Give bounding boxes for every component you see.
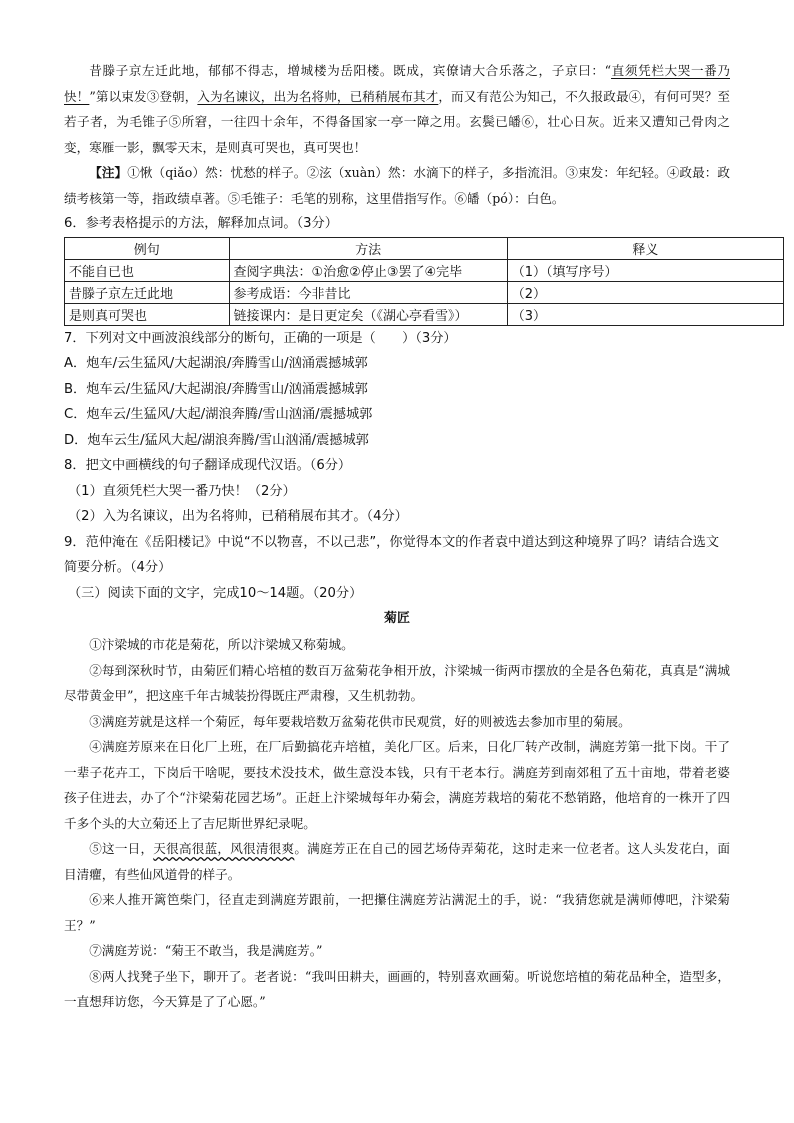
table-cell: 不能自已也 — [65, 259, 230, 281]
table-row — [65, 259, 784, 281]
table-cell: 查阅字典法：①治愈②停止③罢了④完毕 — [229, 259, 507, 281]
annotation-note — [64, 160, 730, 211]
table-header-method: 方法 — [229, 237, 507, 259]
wavy-underlined-phrase: 天很高很蓝，风很清很爽 — [153, 841, 295, 856]
story-title: 菊匠 — [383, 611, 410, 626]
story-paragraph-8: ⑧两人找凳子坐下，聊开了。老者说：“我叫田耕夫，画画的，特别喜欢画菊。听说您培植的菊花品种全，造型多，一直想拜访您，今天算是了了心愿。” — [64, 968, 730, 1009]
q7-option-c: C．炮车云/生猛风/大起/湖浪奔腾/雪山汹涌/震撼城郭 — [64, 407, 373, 422]
q7-option-b: B．炮车云/生猛风/大起湖浪/奔腾雪山/汹涌震撼城郭 — [64, 381, 368, 397]
underlined-sentence-2: 入为名谏议，出为名将帅，已稍稍展布其才 — [197, 88, 439, 104]
q6-table — [64, 237, 784, 326]
passage-text-2: ”第以束发③登朝， — [89, 88, 198, 104]
note-label: 【注】 — [89, 165, 128, 180]
exam-page — [64, 58, 730, 1015]
table-cell: （2） — [507, 281, 783, 303]
q7-option-a: A．炮车/云生猛风/大起湖浪/奔腾雪山/汹涌震撼城郭 — [64, 356, 368, 371]
q8-item-1: （1）直须凭栏大哭一番乃快！（2分） — [68, 483, 296, 499]
q7-option-d: D．炮车云生/猛风大起/湖浪奔腾/雪山汹涌/震撼城郭 — [64, 432, 369, 448]
story-paragraph-5 — [64, 836, 730, 887]
q6-title: 6．参考表格提示的方法，解释加点词。（3分） — [64, 216, 338, 231]
table-header-meaning: 释义 — [507, 237, 783, 259]
q9-title: 9．范仲淹在《岳阳楼记》中说“不以物喜，不以己悲”，你觉得本文的作者袁中道达到这种境界了吗？请结合选文简要分析。（4分） — [64, 534, 720, 575]
q7-title: 7．下列对文中画波浪线部分的断句，正确的一项是（ ）（3分） — [64, 330, 457, 346]
section3-title: （三）阅读下面的文字，完成10～14题。（20分） — [68, 585, 363, 601]
table-cell: 昔滕子京左迁此地 — [65, 281, 230, 303]
story-paragraph-5-start: ⑤这一日， — [89, 841, 154, 856]
story-paragraph-1: ①汴梁城的市花是菊花，所以汴梁城又称菊城。 — [89, 637, 354, 652]
story-paragraph-2: ②每到深秋时节，由菊匠们精心培植的数百万盆菊花争相开放，汴梁城一街两市摆放的全是各色菊花，真真是“满城尽带黄金甲”，把这座千年古城装扮得既庄严肃穆，又生机勃勃。 — [64, 662, 730, 703]
table-header-example: 例句 — [65, 237, 230, 259]
table-cell: 是则真可哭也 — [65, 303, 230, 325]
table-cell: （1）（填写序号） — [507, 259, 783, 281]
story-paragraph-3: ③满庭芳就是这样一个菊匠，每年要栽培数万盆菊花供市民观赏，好的则被选去参加市里的菊展。 — [89, 713, 631, 729]
q8-item-2: （2）入为名谏议，出为名将帅，已稍稍展布其才。（4分） — [68, 509, 408, 524]
table-cell: 参考成语：今非昔比 — [229, 281, 507, 303]
table-row — [65, 281, 784, 303]
story-paragraph-7: ⑦满庭芳说：“菊王不敢当，我是满庭芳。” — [89, 943, 323, 958]
note-text: ①愀（qiǎo）然：忧愁的样子。②泫（xuàn）然：水滴下的样子，多指流泪。③束发：年纪轻。④政最：政绩考核第一等，指政绩卓著。⑤毛锥子：毛笔的别称，这里借指写作。⑥皤（pó）：白色。 — [64, 165, 731, 206]
table-header-row — [65, 237, 784, 259]
table-row — [65, 303, 784, 325]
table-cell: （3） — [507, 303, 783, 325]
table-cell: 链接课内：是日更定矣（《湖心亭看雪》） — [229, 303, 507, 325]
q8-title: 8．把文中画横线的句子翻译成现代汉语。（6分） — [64, 458, 352, 473]
passage-text-1: 昔滕子京左迁此地，郁郁不得志，增城楼为岳阳楼。既成，宾僚请大合乐落之，子京曰：“ — [89, 63, 612, 78]
story-paragraph-4: ④满庭芳原来在日化厂上班，在厂后勤搞花卉培植，美化厂区。后来，日化厂转产改制，满庭芳第一批下岗。干了一辈子花卉工，下岗后干啥呢，要技术没技术，做生意没本钱，只有干老本行。满庭芳到南郊租了五十亩地，带着老婆孩子住进去，办了个“汴梁菊花园艺场”。正赶上汴梁城每年办菊会，满庭芳栽培的菊花不愁销路，他培育的一株开了四千多个头的大立菊还上了吉尼斯世界纪录呢。 — [64, 739, 730, 831]
classical-passage — [64, 58, 730, 160]
story-paragraph-6: ⑥来人推开篱笆柴门，径直走到满庭芳跟前，一把攥住满庭芳沾满泥土的手，说：“我猜您就是满师傅吧，汴梁菊王？” — [64, 892, 730, 933]
underlined-sentence-1: 直须凭栏大哭一番乃快！ — [64, 63, 730, 104]
story-paragraph-5-end: 。满庭芳正在自己的园艺场侍弄菊花，这时走来一位老者。这人头发花白，面目清癯，有些仙风道骨的样子。 — [64, 841, 731, 882]
passage-text-3: ，而又有范公为知己，不久报政最④，有何可哭？至若子者，为毛锥子⑤所窘，一往四十余年，不得备国家一亭一障之用。玄鬓已皤⑥，壮心日灰。近来又遭知己骨肉之变，寒雁一影，飘零天末，是则真可哭也，真可哭也！ — [64, 88, 731, 155]
